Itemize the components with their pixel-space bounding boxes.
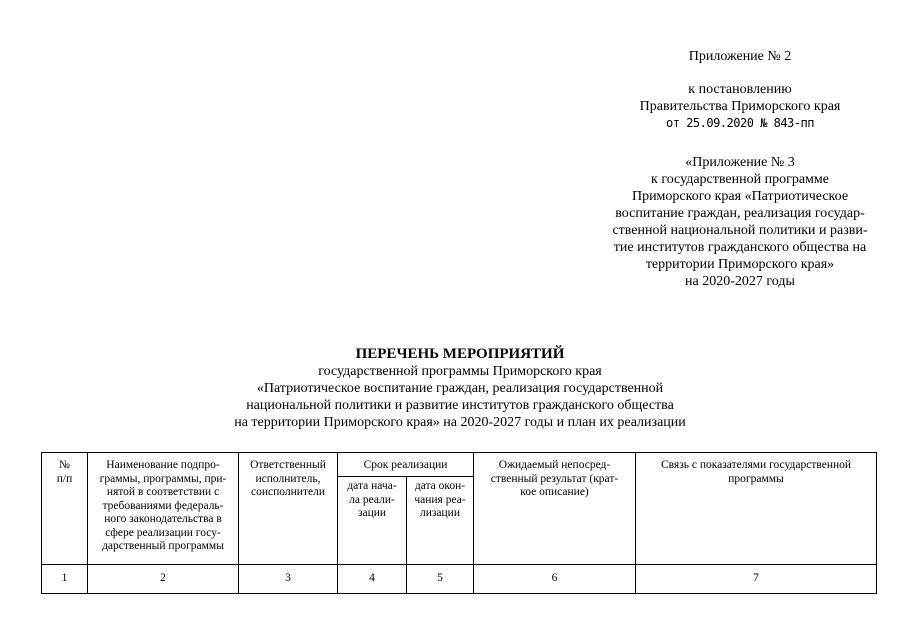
appendix-quote-line: территории Приморского края»	[645, 257, 835, 272]
column-number: 3	[239, 565, 338, 594]
header-text: дарственный программы	[102, 540, 224, 552]
appendix-header	[560, 48, 905, 132]
header-text: чания реа-	[414, 493, 466, 506]
header-text: зации	[357, 507, 387, 519]
header-start-date	[338, 477, 407, 565]
header-text: требованиями федераль-	[102, 499, 224, 512]
header-expected-result	[474, 453, 636, 565]
header-period	[338, 453, 474, 477]
header-text: сфере реализации госу-	[105, 526, 221, 539]
column-number: 1	[42, 565, 88, 594]
heading-line: государственной программы Приморского края	[318, 364, 602, 379]
header-text: ла реали-	[349, 493, 395, 506]
appendix-quote-line: на 2020-2027 годы	[685, 274, 795, 289]
header-executor	[239, 453, 338, 565]
heading-title: ПЕРЕЧЕНЬ МЕРОПРИЯТИЙ	[355, 346, 565, 362]
header-text: кое описание)	[520, 486, 589, 498]
appendix-quote-line: «Приложение № 3	[685, 155, 795, 170]
appendix-quote-line: тие институтов гражданского общества на	[613, 240, 867, 255]
column-number-row	[42, 565, 877, 594]
header-text: №	[59, 459, 70, 471]
header-number	[42, 453, 88, 565]
header-text: Ответственный	[250, 459, 326, 471]
header-text: п/п	[56, 472, 73, 485]
header-text: дата окон-	[414, 480, 466, 492]
header-text: Наименование подпро-	[106, 459, 220, 471]
header-text: нятой в соответствии с	[106, 486, 220, 498]
header-indicator-link	[636, 453, 877, 565]
header-text: Связь с показателями государственной	[660, 459, 852, 471]
column-number: 4	[338, 565, 407, 594]
column-number: 5	[407, 565, 474, 594]
appendix-quote-line: Приморского края «Патриотическое	[631, 189, 849, 204]
header-text: лизации	[419, 507, 460, 519]
header-end-date	[407, 477, 474, 565]
header-program-name	[88, 453, 239, 565]
header-text: программы	[728, 472, 784, 485]
column-number: 6	[474, 565, 636, 594]
appendix-title: Приложение № 2	[688, 49, 792, 64]
heading-line: на территории Приморского края» на 2020-2027 годы и план их реализации	[234, 415, 686, 430]
document-heading	[200, 346, 720, 431]
header-text: Ожидаемый непосред-	[498, 459, 611, 471]
heading-line: «Патриотическое воспитание граждан, реализация государственной	[256, 381, 664, 396]
header-text: граммы, программы, при-	[99, 472, 227, 485]
header-text: ственный результат (крат-	[490, 472, 619, 485]
column-number: 2	[88, 565, 239, 594]
header-text: ного законодательства в	[104, 513, 222, 525]
column-number: 7	[636, 565, 877, 594]
appendix-line-1: к постановлению	[688, 82, 792, 97]
header-text: соисполнители	[251, 486, 325, 498]
appendix-quote-line: воспитание граждан, реализация государ-	[615, 206, 865, 221]
appendix-line-2: Правительства Приморского края	[639, 99, 841, 114]
header-text: дата нача-	[347, 480, 397, 492]
header-text: Срок реализации	[363, 459, 448, 471]
appendix-quote-line: ственной национальной политики и разви-	[612, 223, 868, 238]
decree-stamp: от 25.09.2020 № 843-пп	[666, 116, 814, 130]
appendix-quote-line: к государственной программе	[651, 172, 829, 187]
heading-line: национальной политики и развитие институтов гражданского общества	[246, 398, 674, 413]
activities-table	[41, 452, 877, 594]
header-text: исполнитель,	[255, 472, 321, 485]
appendix-quote	[575, 154, 905, 290]
